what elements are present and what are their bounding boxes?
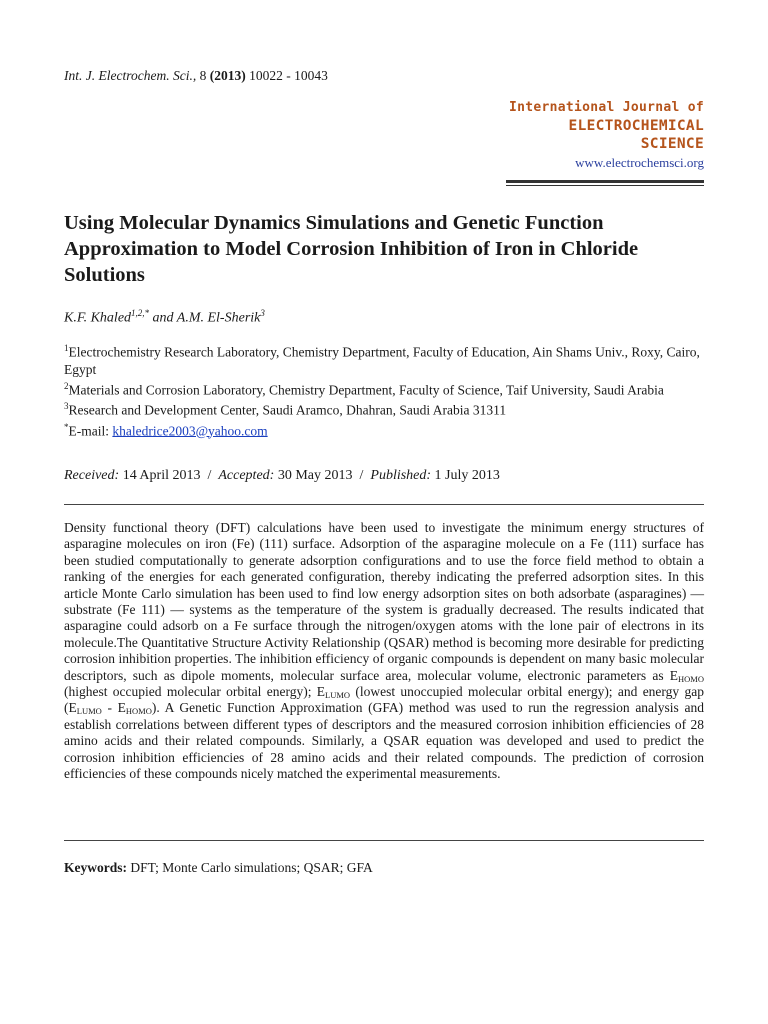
authors-and: and bbox=[149, 310, 177, 326]
abstract-rule-top bbox=[64, 504, 704, 505]
affiliation-2-sup: 2 bbox=[64, 380, 69, 391]
author-1-affil: 1,2,* bbox=[131, 308, 150, 318]
published-date: 1 July 2013 bbox=[434, 468, 500, 483]
abstract-part-4: - E bbox=[101, 700, 126, 716]
published-label: Published: bbox=[370, 468, 432, 483]
keywords bbox=[64, 860, 373, 876]
authors bbox=[64, 308, 265, 327]
affiliations bbox=[64, 340, 704, 439]
keywords-label: Keywords: bbox=[64, 860, 127, 875]
journal-logo-line1: International Journal of bbox=[508, 100, 704, 115]
affiliation-1-text: Electrochemistry Research Laboratory, Chemistry Department, Faculty of Education, Ain Shams Univ., Roxy, Cairo, Egypt bbox=[64, 344, 700, 377]
affiliation-2-text: Materials and Corrosion Laboratory, Chemistry Department, Faculty of Science, Taif University, Saudi Arabia bbox=[68, 382, 664, 397]
journal-logo bbox=[509, 100, 704, 171]
abstract-part-5: ). A Genetic Function Approximation (GFA) method was used to run the regression analysis and establish correlations between different types of descriptors and the measured corrosion inhibition efficiencies of 28 amino acids and their related compounds. Similarly, a QSAR equation was developed and used to predict the corrosion inhibition efficiencies of 28 amino acids and their related compounds. The prediction of corrosion efficiencies of these compounds nicely matched the experimental measurements. bbox=[64, 700, 704, 782]
journal-url-link[interactable]: www.electrochemsci.org bbox=[575, 155, 704, 170]
subscript-homo: HOMO bbox=[678, 673, 704, 684]
journal-rule-thin bbox=[506, 185, 704, 186]
affiliation-2 bbox=[64, 378, 704, 399]
citation-line bbox=[64, 68, 328, 84]
affiliation-1 bbox=[64, 340, 704, 378]
volume: 8 bbox=[199, 68, 207, 83]
affiliation-1-sup: 1 bbox=[64, 343, 69, 353]
paper-title: Using Molecular Dynamics Simulations and Genetic Function Approximation to Model Corrosion Inhibition of Iron in Chloride Solutions bbox=[64, 212, 639, 286]
author-2: A.M. El-Sherik bbox=[176, 310, 261, 326]
affiliation-3 bbox=[64, 398, 704, 419]
abstract-rule-bottom bbox=[64, 840, 704, 841]
abstract-part-2: (highest occupied molecular orbital energy); E bbox=[64, 684, 326, 700]
accepted-date: 30 May 2013 bbox=[277, 468, 353, 483]
author-2-affil: 3 bbox=[260, 308, 265, 318]
received-date: 14 April 2013 bbox=[122, 468, 201, 483]
journal-rule-thick bbox=[506, 180, 704, 183]
date-separator-2: / bbox=[359, 468, 364, 483]
keywords-text: DFT; Monte Carlo simulations; QSAR; GFA bbox=[127, 860, 373, 875]
journal-logo-line3: SCIENCE bbox=[640, 136, 704, 152]
journal-logo-line2: ELECTROCHEMICAL bbox=[568, 118, 704, 134]
author-1: K.F. Khaled bbox=[64, 310, 132, 326]
abstract bbox=[64, 520, 704, 783]
dates-line bbox=[64, 468, 500, 484]
subscript-lumo: LUMO bbox=[325, 690, 351, 701]
subscript-homo-2: HOMO bbox=[125, 706, 152, 717]
date-separator-1: / bbox=[207, 468, 212, 483]
accepted-label: Accepted: bbox=[218, 468, 275, 483]
affiliation-3-sup: 3 bbox=[64, 401, 69, 411]
year: (2013) bbox=[209, 68, 246, 83]
email-line bbox=[64, 419, 704, 440]
abstract-part-1: Density functional theory (DFT) calculations have been used to investigate the minimum energy structures of asparagine molecules on iron (Fe) (111) surface. Adsorption of the asparagine molecule on a Fe (111) surface has been studied computationally to generate adsorption configurations and to use the force field method to obtain a ranking of the energies for each generated configuration, thereby indicating the preferred adsorption sites. In this article Monte Carlo simulation has been used to find low energy adsorption sites on both adsorbate (asparagines) — substrate (Fe 111) — systems as the temperature of the system is gradually decreased. The results indicated that asparagine could adsorb on a Fe surface through the nitrogen/oxygen atoms with the lone pair of electrons in its molecule.The Quantitative Structure Activity Relationship (QSAR) method is becoming more desirable for predicting corrosion inhibition properties. The inhibition efficiency of organic compounds is dependent on many basic molecular descriptors, such as dipole moments, molecular surface area, molecular volume, electronic parameters as E bbox=[64, 520, 704, 683]
received-label: Received: bbox=[64, 468, 120, 483]
subscript-lumo-2: LUMO bbox=[76, 706, 102, 717]
abstract-part-3: (lowest unoccupied molecular orbital energy); and energy gap (E bbox=[64, 684, 704, 716]
email-link[interactable]: khaledrice2003@yahoo.com bbox=[112, 423, 268, 438]
email-sup: * bbox=[64, 421, 69, 432]
pages: 10022 - 10043 bbox=[249, 68, 328, 83]
journal-abbrev: Int. J. Electrochem. Sci., bbox=[64, 68, 197, 83]
email-label: E-mail: bbox=[68, 423, 113, 438]
affiliation-3-text: Research and Development Center, Saudi Aramco, Dhahran, Saudi Arabia 31311 bbox=[68, 402, 507, 418]
